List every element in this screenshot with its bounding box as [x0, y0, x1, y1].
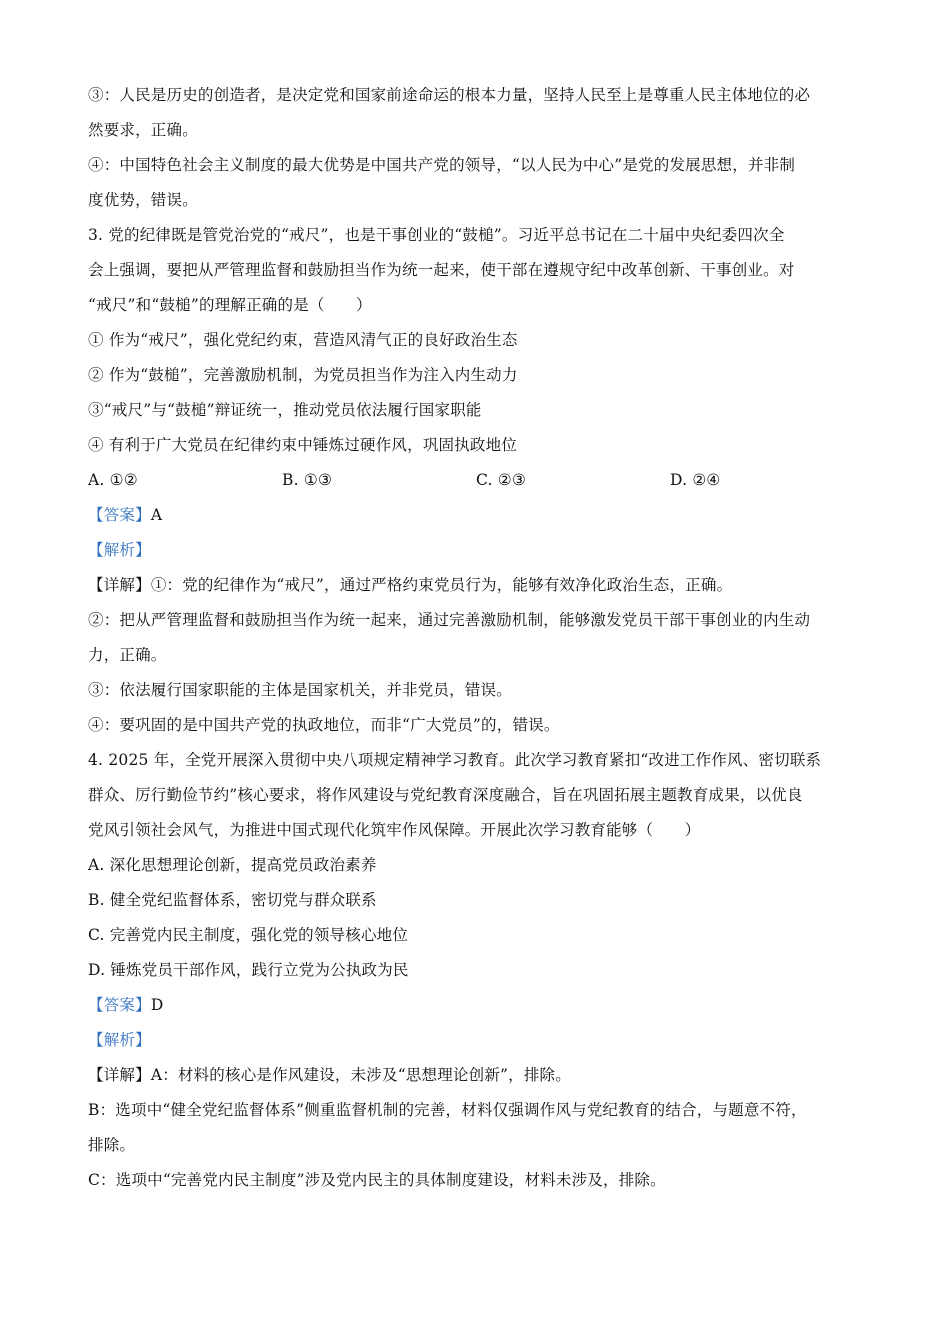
text-line: 然要求，正确。 [88, 121, 198, 139]
text-line: 度优势，错误。 [88, 191, 198, 209]
detail-text: ④：要巩固的是中国共产党的执政地位，而非“广大党员”的，错误。 [88, 716, 560, 734]
question-4-stem: 4. 2025 年，全党开展深入贯彻中央八项规定精神学习教育。此次学习教育紧扣“改进工作作风、密切联系 [88, 751, 822, 769]
text-line: ③：人民是历史的创造者，是决定党和国家前途命运的根本力量，坚持人民至上是尊重人民主体地位的必 [88, 86, 811, 104]
detail-text: C：选项中“完善党内民主制度”涉及党内民主的具体制度建设，材料未涉及，排除。 [88, 1171, 666, 1189]
option-d: D. 锤炼党员干部作风，践行立党为公执政为民 [88, 961, 409, 979]
option-c: C. 完善党内民主制度，强化党的领导核心地位 [88, 926, 409, 944]
detail-text: ③：依法履行国家职能的主体是国家机关，并非党员，错误。 [88, 681, 512, 699]
detail-text: 排除。 [88, 1136, 136, 1154]
statement-3: ③“戒尺”与“鼓槌”辩证统一，推动党员依法履行国家职能 [88, 401, 482, 419]
option-d: D. ②④ [670, 471, 721, 489]
answer-tag: 【答案】 [88, 996, 151, 1014]
question-4-detail [88, 1058, 863, 1093]
question-4-stem: 党风引领社会风气，为推进中国式现代化筑牢作风保障。开展此次学习教育能够（ ） [88, 821, 701, 839]
question-3-stem: “戒尺”和“鼓槌”的理解正确的是（ ） [88, 296, 372, 314]
question-4-stem: 群众、厉行勤俭节约”核心要求，将作风建设与党纪教育深度融合，旨在巩固拓展主题教育成果，以优良 [88, 786, 803, 804]
question-3-analysis [88, 533, 863, 568]
detail-text: 力，正确。 [88, 646, 167, 664]
answer-value: D [150, 996, 164, 1014]
option-c: C. ②③ [476, 471, 526, 489]
option-a: A. ①② [88, 471, 138, 489]
answer-tag: 【答案】 [88, 506, 151, 524]
statement-4: ④ 有利于广大党员在纪律约束中锤炼过硬作风，巩固执政地位 [88, 436, 518, 454]
question-4-analysis [88, 1023, 863, 1058]
analysis-tag: 【解析】 [88, 1031, 151, 1049]
analysis-tag: 【解析】 [88, 541, 151, 559]
detail-text: B：选项中“健全党纪监督体系”侧重监督机制的完善，材料仅强调作风与党纪教育的结合，与题意不符， [88, 1101, 807, 1119]
question-3-detail [88, 568, 863, 603]
document-body [88, 78, 863, 1198]
option-b: B. ①③ [282, 471, 333, 489]
detail-text: ①：党的纪律作为“戒尺”，通过严格约束党员行为，能够有效净化政治生态，正确。 [150, 576, 733, 594]
statement-2: ② 作为“鼓槌”，完善激励机制，为党员担当作为注入内生动力 [88, 366, 518, 384]
detail-text: A：材料的核心是作风建设，未涉及“思想理论创新”，排除。 [150, 1066, 571, 1084]
option-a: A. 深化思想理论创新，提高党员政治素养 [88, 856, 377, 874]
detail-tag: 【详解】 [88, 1066, 151, 1084]
text-line: ④：中国特色社会主义制度的最大优势是中国共产党的领导，“以人民为中心”是党的发展思想，并非制 [88, 156, 796, 174]
detail-text: ②：把从严管理监督和鼓励担当作为统一起来，通过完善激励机制，能够激发党员干部干事创业的内生动 [88, 611, 811, 629]
question-3-options [88, 463, 863, 498]
question-3-answer [88, 498, 863, 533]
detail-tag: 【详解】 [88, 576, 151, 594]
option-b: B. 健全党纪监督体系，密切党与群众联系 [88, 891, 377, 909]
question-3-stem: 3. 党的纪律既是管党治党的“戒尺”，也是干事创业的“鼓槌”。习近平总书记在二十届中央纪委四次全 [88, 226, 785, 244]
question-3-stem: 会上强调，要把从严管理监督和鼓励担当作为统一起来，使干部在遵规守纪中改革创新、干事创业。对 [88, 261, 795, 279]
answer-value: A [150, 506, 163, 524]
question-4-answer [88, 988, 863, 1023]
statement-1: ① 作为“戒尺”，强化党纪约束，营造风清气正的良好政治生态 [88, 331, 518, 349]
